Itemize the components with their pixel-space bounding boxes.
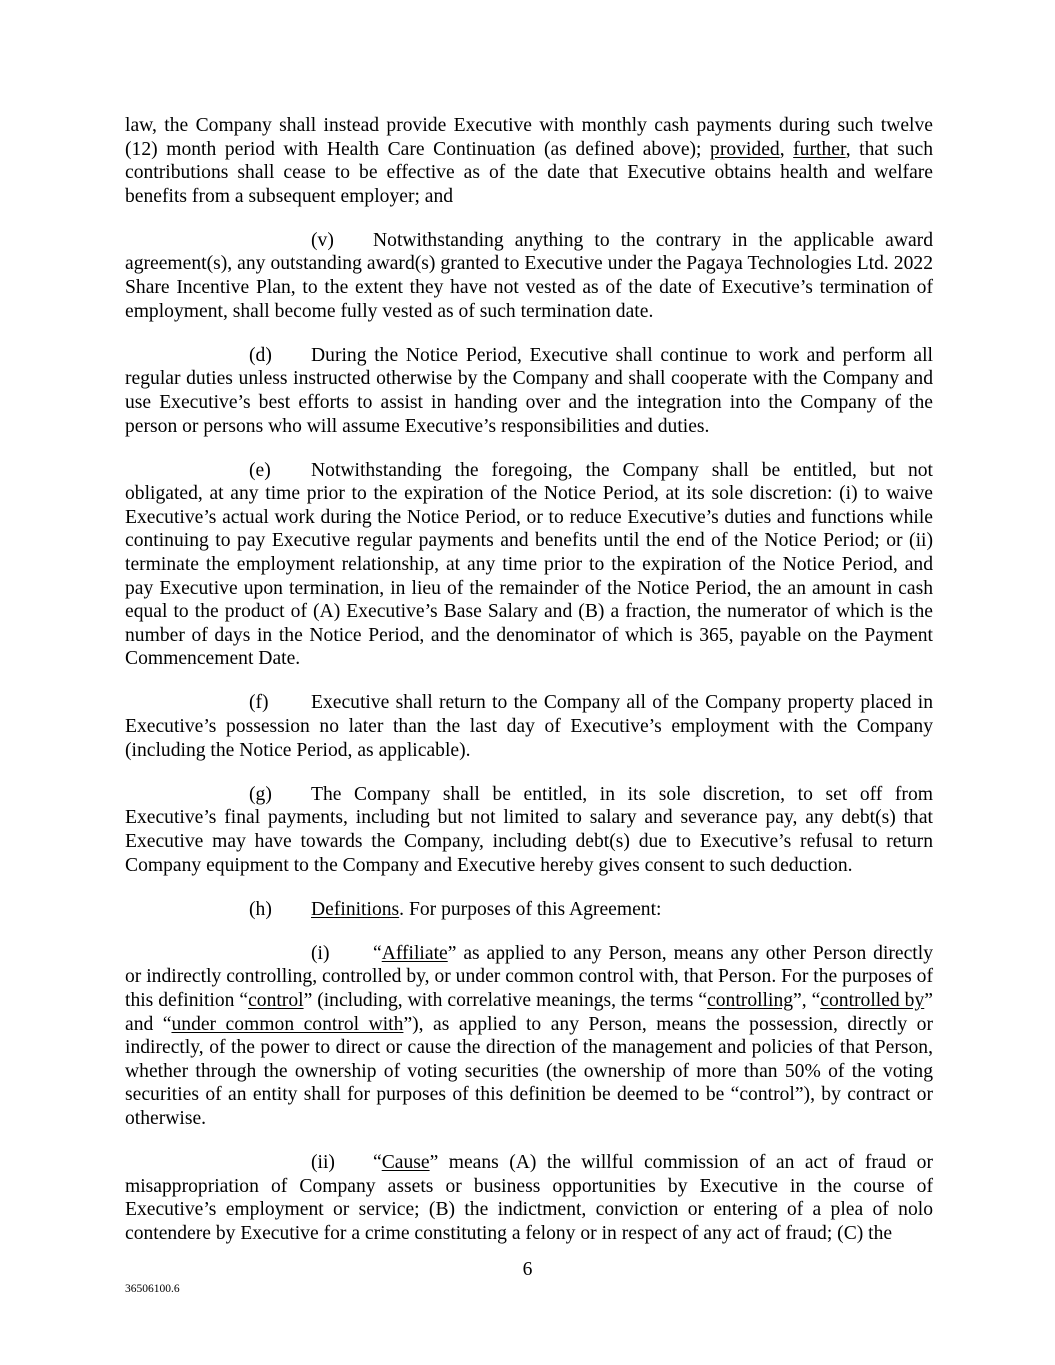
para-text: ”), as applied to any Person, means the possession, directly or indirectly, of the power to direct or cause the direction of the management and policies of that Person, whether through the ownership of voting securities (the ownership of more than 50% of the voting securities of an entity shall for purposes of this definition be deemed to be “control”), by contract or otherwise. [125, 1013, 934, 1129]
clause-number: (ii) [311, 1151, 335, 1173]
para-text: ”, “ [793, 989, 821, 1011]
para-text: Executive shall return to the Company all of the Company property placed in Executive’s possession no later than the last day of Executive’s employment with the Company (including the Notice Period, as applicable). [125, 692, 933, 761]
para-text: Notwithstanding the foregoing, the Company shall be entitled, but not obligated, at any time prior to the expiration of the Notice Period, at its sole discretion: (i) to waive Executive’s actual work during the Notice Period, or to reduce Executive’s duties and functions while continuing to pay Executive regular payments and benefits until the end of the Notice Period; or (ii) terminate the employment relationship, at any time prior to the expiration of the Notice Period, and pay Executive upon termination, in lieu of the remainder of the Notice Period, the an amount in cash equal to the product of (A) Executive’s Base Salary and (B) a fraction, the numerator of which is the number of days in the Notice Period, and the denominator of which is 365, payable on the Payment Commencement Date. [125, 459, 933, 670]
page-number: 6 [522, 1259, 533, 1280]
quote-mark: “ [373, 942, 382, 964]
para-text: ” means (A) the willful commission of an act of fraud or misappropriation of Company assets or business opportunities by Executive in the course of Executive’s employment or service; (B) the indictment, conviction or entering of a plea of nolo contendere by Executive for a crime constituting a felony or in respect of any act of fraud; (C) the [125, 1151, 933, 1244]
para-text: . For purposes of this Agreement: [399, 898, 662, 920]
term-provided: provided [710, 138, 780, 160]
section-title: Definitions [311, 898, 400, 920]
term-affiliate: Affiliate [381, 942, 448, 964]
paragraph-e [125, 459, 933, 671]
para-text: The Company shall be entitled, in its sole discretion, to set off from Executive’s final payments, including but not limited to salary and severance pay, any debt(s) that Executive may have towards the Company, including debt(s) due to Executive’s refusal to return Company equipment to the Company and Executive hereby gives consent to such deduction. [125, 783, 933, 876]
para-text: , that such contributions shall cease to be effective as of the date that Executive obtains health and welfare benefits from a subsequent employer; and [125, 138, 933, 207]
document-id: 36506100.6 [125, 1283, 180, 1295]
paragraph-v [125, 229, 933, 323]
clause-number: (d) [249, 344, 272, 366]
para-text: Notwithstanding anything to the contrary in the applicable award agreement(s), any outstanding award(s) granted to Executive under the Pagaya Technologies Ltd. 2022 Share Incentive Plan, to the extent they have not vested as of the date of Executive’s termination of employment, shall become fully vested as of such termination date. [125, 229, 933, 322]
clause-number: (g) [249, 783, 272, 805]
separator: , [779, 138, 794, 160]
term-controlling: controlling [707, 989, 794, 1011]
paragraph-continuation [125, 114, 933, 208]
paragraph-g [125, 783, 933, 877]
paragraph-d [125, 344, 933, 438]
para-text: ” (including, with correlative meanings, the terms “ [303, 989, 708, 1011]
paragraph-i [125, 942, 933, 1131]
paragraph-ii [125, 1151, 933, 1245]
para-text: During the Notice Period, Executive shall continue to work and perform all regular duties unless instructed otherwise by the Company and shall cooperate with the Company and use Executive’s best efforts to assist in handing over and the integration into the Company of the person or persons who will assume Executive’s responsibilities and duties. [125, 344, 933, 437]
term-controlled-by: controlled by [820, 989, 925, 1011]
para-text: law, the Company shall instead provide Executive with monthly cash payments during such twelve (12) month period with Health Care Continuation (as defined above); [125, 115, 933, 160]
clause-number: (h) [249, 898, 272, 920]
paragraph-f [125, 691, 933, 762]
para-text: ” and “ [125, 989, 933, 1035]
clause-number: (f) [249, 692, 269, 714]
term-further: further [793, 138, 846, 160]
term-cause: Cause [381, 1151, 430, 1173]
clause-number: (v) [311, 229, 334, 251]
para-text: ” as applied to any Person, means any other Person directly or indirectly controlling, controlled by, or under common control with, that Person. For the purposes of this definition “ [125, 942, 933, 1011]
term-control: control [248, 989, 304, 1011]
paragraph-h [125, 898, 933, 922]
document-page [125, 114, 933, 1266]
quote-mark: “ [373, 1151, 382, 1173]
clause-number: (i) [311, 942, 330, 964]
clause-number: (e) [249, 459, 271, 481]
term-under-common-control: under common control with [171, 1013, 404, 1035]
